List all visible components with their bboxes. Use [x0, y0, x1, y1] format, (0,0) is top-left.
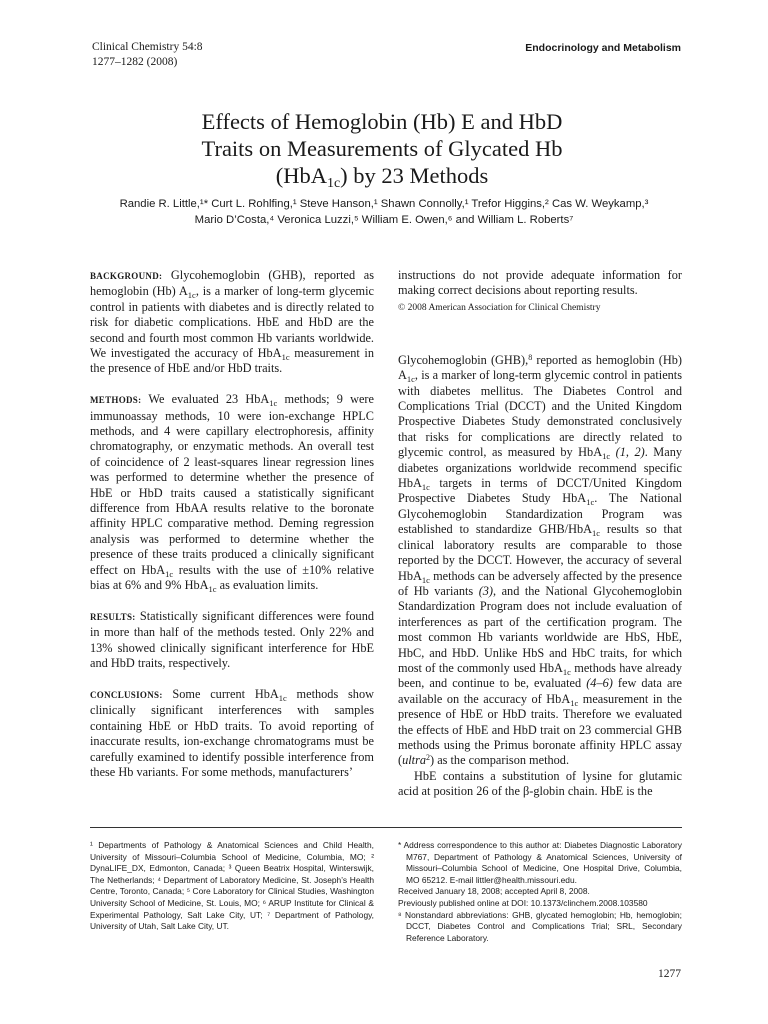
title-line-3: (HbA$_{1c}$) by 23 Methods	[275, 163, 489, 191]
title-line-2: Traits on Measurements of Glycated Hb	[201, 136, 563, 161]
authors-line-1: Randie R. Little,¹* Curt L. Rohlfing,¹ Steve Hanson,¹ Shawn Connolly,¹ Trefor Higgins,² Cas W. Weykamp,³	[119, 198, 649, 210]
affiliations-text: ¹ Departments of Pathology & Anatomical Sciences and Child Health, University of Missouri–Columbia School of Medicine, Columbia, MO; ² DynaLIFE_DX, Edmonton, Canada; ³ Queen Beatrix Hospital, Winterswijk, The Netherlands; ⁴ Department of Laboratory Medicine, St. Joseph’s Health Centre, Toronto, Canada; ⁵ Core Laboratory for Clinical Studies, Washington University School of Medicine, St. Louis, MO; ⁶ ARUP Institute for Clinical & Experimental Pathology, Salt Lake City, UT; ⁷ Department of Pathology, University of Utah, Salt Lake City, UT.	[90, 840, 374, 932]
author-list	[84, 196, 684, 228]
article-title	[80, 108, 684, 189]
doi-line: Previously published online at DOI: 10.1373/clinchem.2008.103580	[398, 897, 648, 908]
journal-citation	[92, 40, 203, 70]
section-heading: Endocrinology and Metabolism	[525, 42, 681, 54]
page-number: 1277	[658, 968, 681, 980]
body-paragraph-2: HbE contains a substitution of lysine for glutamic acid at position 26 of the β-globin chain. HbE is the	[398, 768, 682, 799]
abbreviations-footnote: ⁸ Nonstandard abbreviations: GHB, glycated hemoglobin; Hb, hemoglobin; DCCT, Diabetes Control and Complications Trial; SRL, Secondary Reference Laboratory.	[398, 909, 682, 943]
title-line-1: Effects of Hemoglobin (Hb) E and HbD	[201, 109, 563, 134]
copyright-notice: © 2008 American Association for Clinical Chemistry	[398, 302, 601, 313]
abstract-results: RESULTS: Statistically significant differences were found in more than half of the methods tested. Only 22% and 13% showed clinically significant interference for HbE and HbD traits, respectively.	[90, 608, 374, 671]
affiliations-footnote	[90, 840, 374, 933]
authors-line-2: Mario D’Costa,⁴ Veronica Luzzi,⁵ William E. Owen,⁶ and William L. Roberts⁷	[194, 214, 574, 226]
abstract-column	[90, 268, 374, 780]
abstract-background: BACKGROUND: Glycohemoglobin (GHB), reported as hemoglobin (Hb) $A_{1c}$, is a marker of long-term glycemic control in patients with diabetes and is directly related to risk for diabetic complications. HbE and HbD are the second and fourth most common Hb variants worldwide. We investigated the accuracy of HbA$_{1c}$ measurement in the presence of HbE and/or HbD traits.	[90, 268, 374, 376]
body-column	[398, 268, 682, 800]
abstract-continued: instructions do not provide adequate information for making correct decisions about reporting results.	[398, 268, 682, 298]
abstract-conclusions: CONCLUSIONS: Some current HbA$_{1c}$ methods show clinically significant interferences with samples containing HbE or HbD traits. To avoid reporting of inaccurate results, ion-exchange chromatograms must be carefully examined to identify possible interference from these Hb variants. For some methods, manufacturers’	[90, 686, 374, 779]
received-dates: Received January 18, 2008; accepted April 8, 2008.	[398, 886, 590, 897]
intro-paragraph: Glycohemoglobin (GHB),$^8$ reported as hemoglobin (Hb) $A_{1c}$, is a marker of long-term glycemic control in patients with diabetes mellitus. The Diabetes Control and Complications Trial (DCCT) and the United Kingdom Prospective Diabetes Study demonstrated conclusively that risks for complications are directly related to glycemic control, as measured by HbA$_{1c}$ (1, 2). Many diabetes organizations worldwide recommend specific HbA$_{1c}$ targets in terms of DCCT/United Kingdom Prospective Diabetes Study HbA$_{1c}$. The National Glycohemoglobin Standardization Program was established to standardize GHB/HbA$_{1c}$ results so that clinical laboratory results are comparable to those reported by the DCCT. However, the accuracy of several HbA$_{1c}$ methods can be adversely affected by the presence of Hb variants (3), and the National Glycohemoglobin Standardization Program does not include evaluation of interferences as part of the certification program. The most common Hb variants worldwide are HbS, HbE, HbC, and HbD. Unlike HbS and HbC traits, for which most of the commonly used HbA$_{1c}$ methods have already been, and continue to be, evaluated (4–6) few data are available on the accuracy of HbA$_{1c}$ measurement in the presence of HbE or HbD traits. Therefore we evaluated the effects of HbE and HbD trait on 23 commercial GHB methods using the Primus boronate affinity HPLC assay (ultra$^2$) as the comparison method.	[398, 352, 682, 768]
journal-pages: 1277–1282 (2008)	[92, 56, 178, 68]
correspondence-text: * Address correspondence to this author at: Diabetes Diagnostic Laboratory M767, Department of Pathology & Anatomical Sciences, University of Missouri–Columbia School of Medicine, One Hospital Drive, Columbia, MO 65212. E-mail littler@health.missouri.edu.	[398, 840, 682, 885]
footnote-divider	[90, 827, 682, 828]
abstract-methods: METHODS: We evaluated 23 HbA$_{1c}$ methods; 9 were immunoassay methods, 10 were ion-exchange HPLC methods, and 4 were capillary electrophoresis, affinity chromatography, or enzymatic methods. An overall test of coincidence of 2 least-squares linear regression lines was performed to determine whether the presence of HbE or HbD traits caused a statistically significant difference from HbAA results relative to the boronate affinity HPLC comparative method. Deming regression analysis was performed to determine whether the presence of these traits produced a clinically significant effect on HbA$_{1c}$ results with the use of ±10% relative bias at 6% and 9% HbA$_{1c}$ as evaluation limits.	[90, 392, 374, 595]
correspondence-footnote	[398, 840, 682, 944]
journal-name: Clinical Chemistry 54:8	[92, 41, 203, 53]
